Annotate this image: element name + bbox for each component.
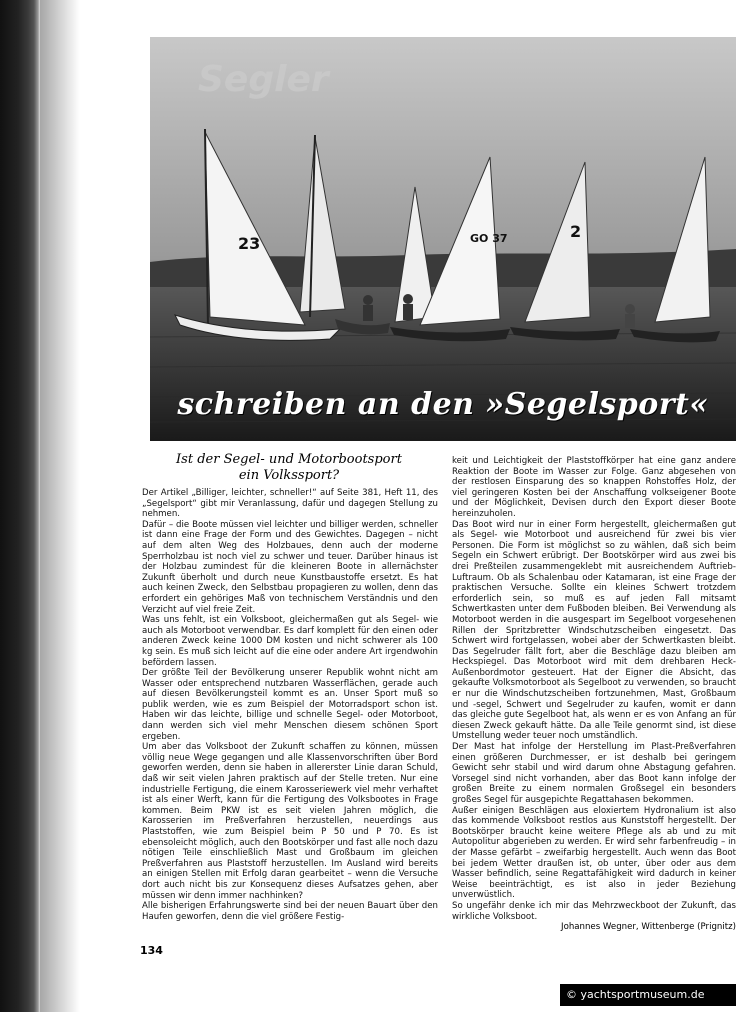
article-column-2: [452, 456, 736, 922]
heading-line-1: Ist der Segel- und Motorbootsport: [176, 452, 402, 467]
paragraph: So ungefähr denke ich mir das Mehrzweckboot der Zukunft, das wirkliche Volksboot.: [452, 900, 736, 922]
page-number: 134: [140, 944, 163, 957]
article-column-1: [142, 488, 438, 922]
paragraph: Der größte Teil der Bevölkerung unserer Republik wohnt nicht am Wasser oder entsprechend nutzbaren Wasserflächen, gerade auch auf diesen Bevölkerungsteil kommt es an. Unser Sport muß so publik werden, wie es zum Beispiel der Motorradsport schon ist. Haben wir das leichte, billige und schnelle Segel- oder Motorboot, dann werden sich viel mehr Menschen diesem schönen Sport ergeben.: [142, 668, 438, 742]
sail-number-2: GO 37: [470, 232, 508, 245]
book-spine: [0, 0, 40, 1012]
paragraph: keit und Leichtigkeit der Plaststoffkörper hat eine ganz andere Reaktion der Boote im Wasser zur Folge. Ganz abgesehen von der restlosen Einsparung des so knappen Rohstoffes Holz, der viel geringeren Kosten bei der Anschaffung volkseigener Boote und der Möglichkeit, Devisen durch den Export dieser Boote hereinzuholen.: [452, 456, 736, 519]
paragraph: Außer einigen Beschlägen aus eloxiertem Hydronalium ist also das kommende Volksboot restlos aus Kunststoff hergestellt. Der Bootskörper braucht keine weitere Pflege als ab und zu mit Autopolitur abgerieben zu werden. Er wird sehr farbenfreudig – in der Masse gefärbt – zweifarbig hergestellt. Auch wenn das Boot bei jedem Wetter draußen ist, ob unter, über oder aus dem Wasser befindlich, seine Regattafähigkeit wird dadurch in keiner Weise beeinträchtigt, es ist also in jeder Beziehung unverwüstlich.: [452, 805, 736, 901]
watermark-label: © yachtsportmuseum.de: [560, 984, 736, 1006]
photo-overlay-top-text: Segler: [198, 59, 329, 100]
sailing-photo: [150, 37, 736, 441]
paragraph: Um aber das Volksboot der Zukunft schaffen zu können, müssen völlig neue Wege gegangen und alle Klassenvorschriften über Bord geworfen werden, denn sie haben in allererster Linie daran Schuld, daß wir seit vielen Jahren praktisch auf der Stelle treten. Nur eine industrielle Fertigung, die einem Karosseriewerk viel mehr verhaftet ist als einer Werft, kann für die Fertigung des Volksbootes in Frage kommen. Beim PKW ist es seit vielen Jahren möglich, die Karosserien im Preßverfahren herzustellen, neuerdings aus Plaststoffen, wie zum Beispiel beim P 50 und P 70. Es ist ebensoleicht möglich, auch den Bootskörper und fast alle noch dazu nötigen Teile einschließlich Mast und Großbaum im gleichen Preßverfahren aus Plaststoff herzustellen. Im Ausland wird bereits an einigen Stellen mit Erfolg daran gearbeitet – wenn die Versuche dort auch nicht bis zur Konsequenz dieses Aufsatzes gehen, aber müssen wir denn immer nachhinken?: [142, 742, 438, 901]
sail-number-3: 2: [570, 222, 582, 241]
gutter-shadow: [40, 0, 80, 1012]
paragraph: Der Artikel „Billiger, leichter, schneller!“ auf Seite 381, Heft 11, des „Segelsport“ gibt mir Veranlassung, dafür und dagegen Stellung zu nehmen.: [142, 488, 438, 520]
heading-line-2: ein Volkssport?: [238, 468, 340, 483]
paragraph: Das Boot wird nur in einer Form hergestellt, gleichermaßen gut als Segel- wie Motorboot und ausreichend für zwei bis vier Personen. Die Form ist möglichst so zu wählen, daß sich beim Segeln ein Schwert erübrigt. Der Bootskörper wird aus zwei bis drei Preßteilen zusammengeklebt mit ausreichendem Auftrieb-Luftraum. Ob als Schalenbau oder Katamaran, ist eine Frage der praktischen Versuche. Sollte ein kleines Schwert trotzdem erforderlich sein, so muß es auf jeden Fall mitsamt Schwertkasten unter dem Fußboden bleiben. Bei Verwendung als Motorboot werden in die ausgespart im Segelboot vorgesehenen Rillen der Spritzbretter Windschutzscheiben eingesetzt. Das Schwert wird fortgelassen, wobei aber der Schwertkasten bleibt. Das Segelruder fällt fort, aber die Beschläge dazu bleiben am Heckspiegel. Das Motorboot wird mit dem drehbaren Heck-Außenbordmotor gesteuert. Hat der Eigner die Absicht, das gekaufte Volksmotorboot als Segelboot zu verwenden, so braucht er nur die Windschutzscheiben fortzunehmen, Mast, Großbaum und -segel, Schwert und Segelruder zu kaufen, womit er dann das gleiche gute Segelboot hat, als wenn er es von Anfang an für diesen Zweck gekauft hätte. Da alle Teile genormt sind, ist diese Umstellung weder teuer noch umständlich.: [452, 519, 736, 742]
paragraph: Alle bisherigen Erfahrungswerte sind bei der neuen Bauart über den Haufen geworfen, denn die viel größere Festig-: [142, 901, 438, 922]
article-author: Johannes Wegner, Wittenberge (Prignitz): [561, 922, 736, 932]
sail-number-1: 23: [238, 234, 261, 253]
photo-overlay-title: schreiben an den »Segelsport«: [177, 387, 709, 422]
paragraph: Der Mast hat infolge der Herstellung im Plast-Preßverfahren einen größeren Durchmesser, er ist deshalb bei geringem Gewicht sehr stabil und wird darum ohne Abstagung gefahren. Vorsegel sind nicht vorhanden, aber das Boot kann infolge der großen Breite zu einem normalen Großsegel ein besonders großes Segel für ausgepichte Regattahasen bekommen.: [452, 742, 736, 805]
paragraph: Was uns fehlt, ist ein Volksboot, gleichermaßen gut als Segel- wie auch als Motorboot verwendbar. Es darf komplett für den einen oder anderen Zweck keine 1000 DM kosten und nicht schwerer als 100 kg sein. Es muß sich leicht auf die eine oder andere Art irgendwohin befördern lassen.: [142, 615, 438, 668]
article-heading: [140, 452, 438, 484]
paragraph: Dafür – die Boote müssen viel leichter und billiger werden, schneller ist dann eine Frage der Form und des Gewichtes. Dagegen – nicht auf dem alten Weg des Holzbaues, denn auch der moderne Sperrholzbau ist noch viel zu schwer und teuer. Darüber hinaus ist der Holzbau zumindest für die kleineren Boote in allernächster Zukunft überholt und durch neue Kunstbaustoffe ersetzt. Es hat auch keinen Zweck, den Selbstbau propagieren zu wollen, denn das erfordert ein gehöriges Maß von technischem Verständnis und den Verzicht auf viel freie Zeit.: [142, 519, 438, 615]
